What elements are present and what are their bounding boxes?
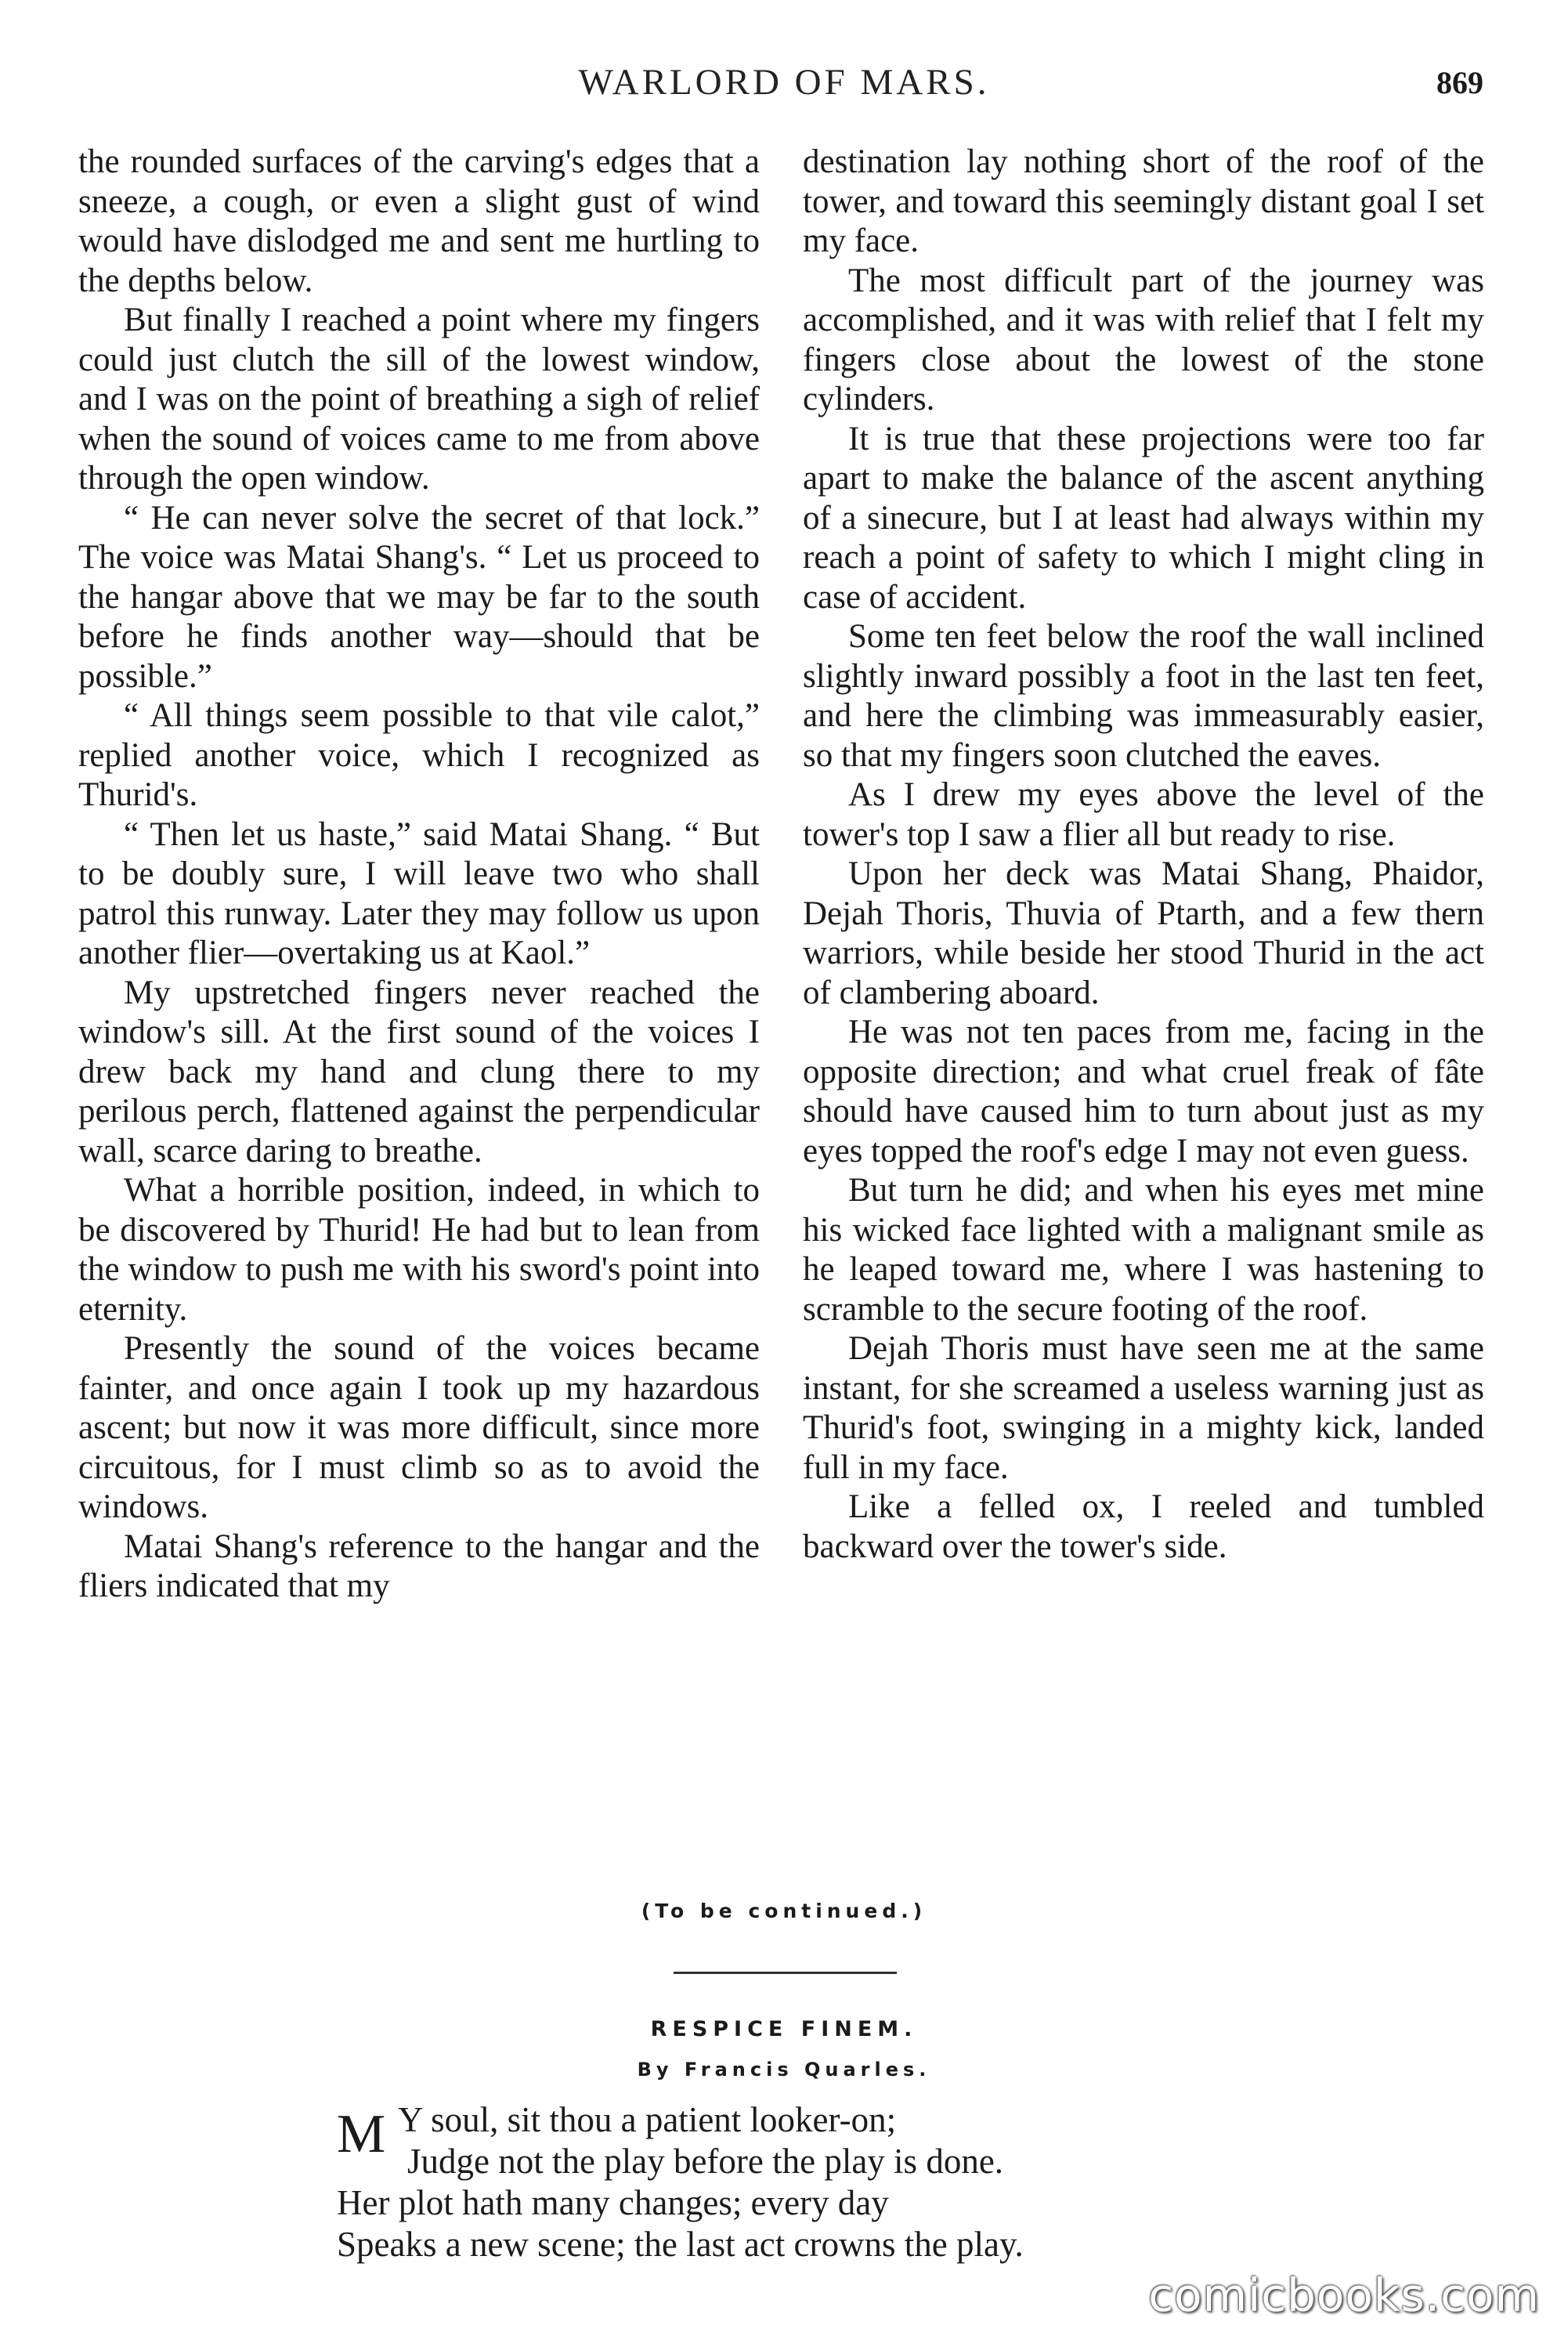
paragraph: “ He can never solve the secret of that lock.” The voice was Matai Shang's. “ Let us proceed to the hangar above that we may be far to the south before he finds another way—should that be possible.” <box>78 499 760 695</box>
section-divider <box>674 1972 897 1974</box>
paragraph: Some ten feet below the roof the wall inclined slightly inward possibly a foot in the last ten feet, and here the climbing was immeasurably easier, so that my fingers soon clutched the eaves. <box>803 618 1484 774</box>
paragraph: Dejah Thoris must have seen me at the same instant, for she screamed a useless warning just as Thurid's foot, swinging in a mighty kick, landed full in my face. <box>803 1330 1484 1486</box>
paragraph: Like a felled ox, I reeled and tumbled backward over the tower's side. <box>803 1488 1484 1565</box>
paragraph: destination lay nothing short of the roof of the tower, and toward this seemingly distant goal I set my face. <box>803 143 1484 259</box>
paragraph: Presently the sound of the voices became fainter, and once again I took up my hazardous ascent; but now it was more difficult, since more circuitous, for I must climb so as to avoid the windows. <box>78 1330 760 1525</box>
paragraph: The most difficult part of the journey was accomplished, and it was with relief that I felt my fingers close about the lowest of the stone cylinders. <box>803 262 1484 418</box>
watermark-logo: comicbooks.com <box>1148 2269 1540 2322</box>
paragraph: But finally I reached a point where my fingers could just clutch the sill of the lowest window, and I was on the point of breathing a sigh of relief when the sound of voices came to me from above through the open window. <box>78 302 760 497</box>
right-column <box>803 143 1484 1567</box>
continued-note: (To be continued.) <box>641 1900 927 1922</box>
poem-body <box>337 2099 1355 2265</box>
running-title: WARLORD OF MARS. <box>578 62 990 103</box>
paragraph: “ All things seem possible to that vile calot,” replied another voice, which I recognized as Thurid's. <box>78 697 760 813</box>
poem-line: Speaks a new scene; the last act crowns the play. <box>337 2225 1024 2264</box>
paragraph: It is true that these projections were too far apart to make the balance of the ascent anything of a sinecure, but I at least had always within my reach a point of safety to which I might cling in case of accident. <box>803 420 1484 616</box>
poem-line: Her plot hath many changes; every day <box>337 2183 889 2222</box>
poem-title: RESPICE FINEM. <box>650 2017 918 2041</box>
page-number: 869 <box>1436 65 1483 100</box>
poem-line: Judge not the play before the play is done. <box>407 2142 1004 2181</box>
left-column <box>78 143 760 1607</box>
paragraph: But turn he did; and when his eyes met mine his wicked face lighted with a malignant smile as he leaped toward me, where I was hastening to scramble to the secure footing of the roof. <box>803 1172 1484 1328</box>
paragraph: As I drew my eyes above the level of the tower's top I saw a flier all but ready to rise. <box>803 776 1484 853</box>
paragraph: What a horrible position, indeed, in which to be discovered by Thurid! He had but to lean from the window to push me with his sword's point into eternity. <box>78 1172 760 1328</box>
drop-cap: M <box>337 2104 386 2164</box>
paragraph: My upstretched fingers never reached the window's sill. At the first sound of the voices I drew back my hand and clung there to my perilous perch, flattened against the perpendicular wall, scarce daring to breathe. <box>78 974 760 1170</box>
poem-author: By Francis Quarles. <box>637 2059 931 2081</box>
paragraph: He was not ten paces from me, facing in the opposite direction; and what cruel freak of fâte should have caused him to turn about just as my eyes topped the roof's edge I may not even guess. <box>803 1014 1484 1170</box>
paragraph: “ Then let us haste,” said Matai Shang. “ But to be doubly sure, I will leave two who shall patrol this runway. Later they may follow us upon another flier—overtaking us at Kaol.” <box>78 815 760 971</box>
poem-line-text: Y soul, sit thou a patient looker-on; <box>398 2100 897 2139</box>
paragraph: Upon her deck was Matai Shang, Phaidor, Dejah Thoris, Thuvia of Ptarth, and a few thern warriors, while beside her stood Thurid in the act of clambering aboard. <box>803 855 1484 1011</box>
paragraph: the rounded surfaces of the carving's edges that a sneeze, a cough, or even a slight gust of wind would have dislodged me and sent me hurtling to the depths below. <box>78 143 760 299</box>
paragraph: Matai Shang's reference to the hangar and the fliers indicated that my <box>78 1528 760 1604</box>
